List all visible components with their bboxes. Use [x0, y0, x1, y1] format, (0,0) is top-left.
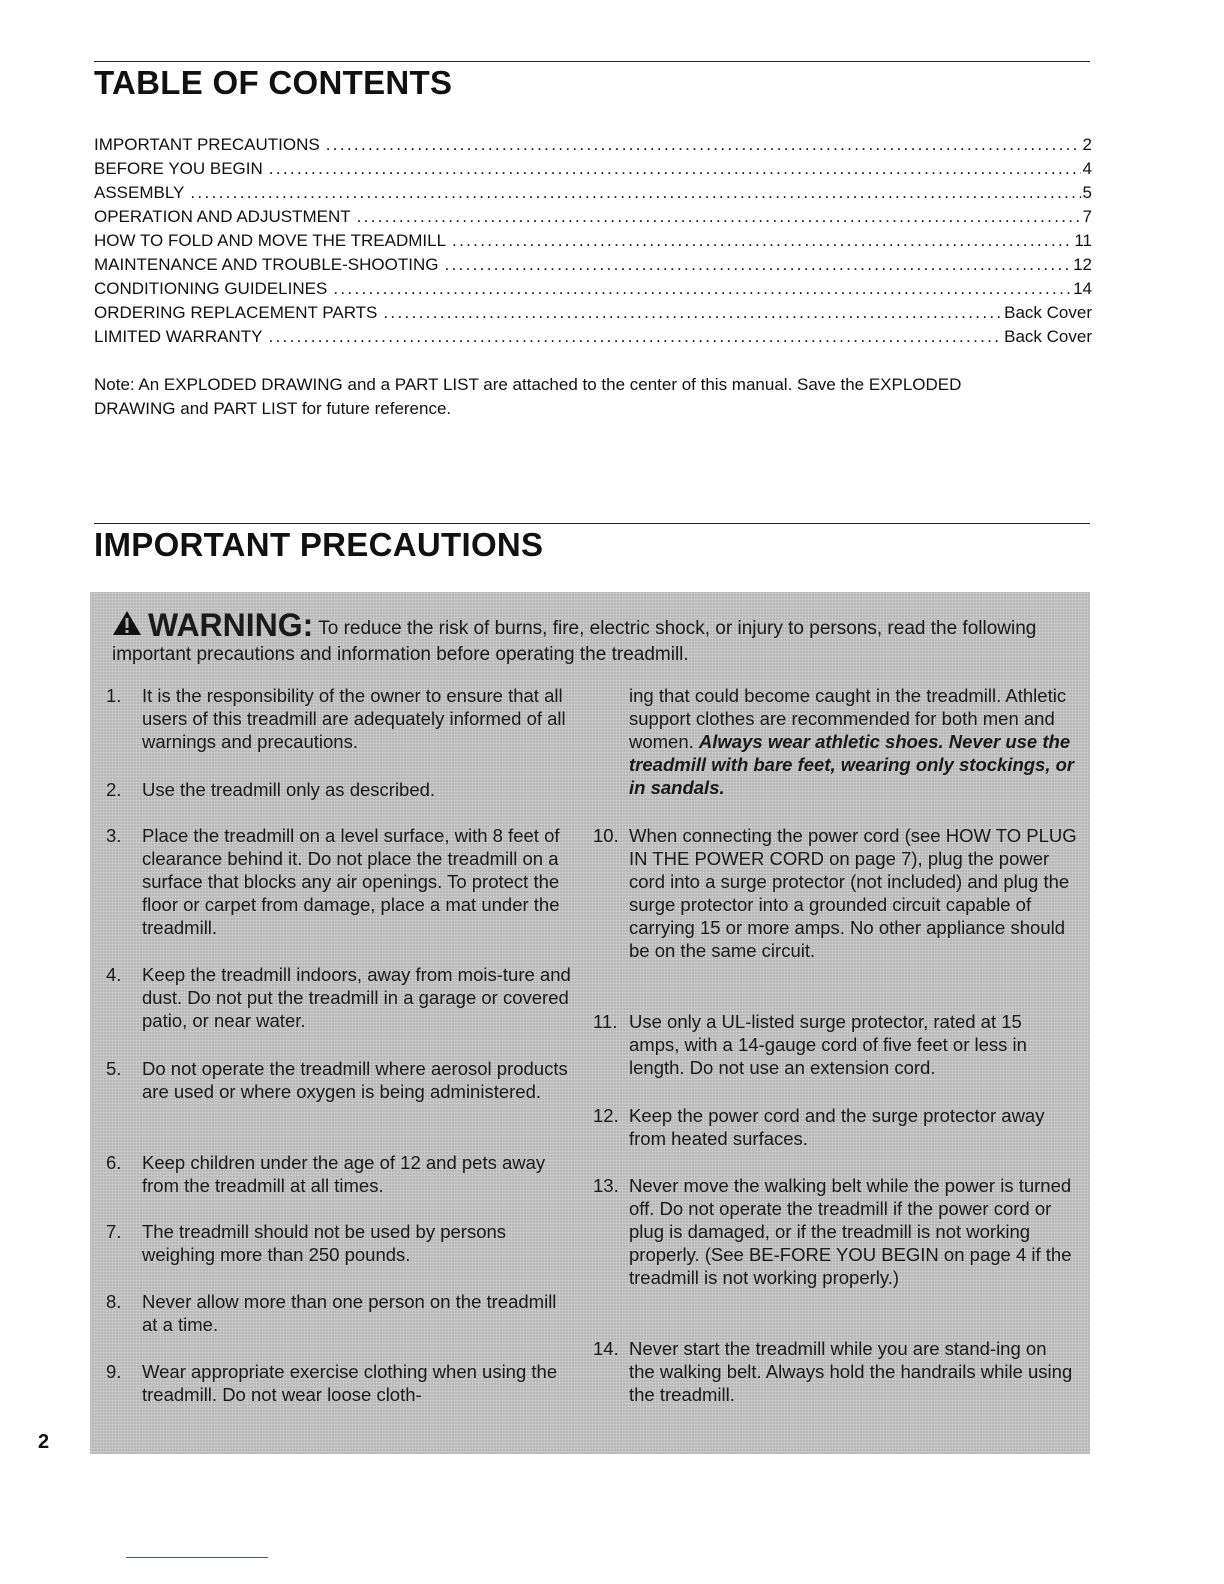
precaution-number: 3. — [106, 825, 122, 846]
precaution-text: Never allow more than one person on the treadmill at a time. — [142, 1291, 557, 1335]
toc-entry-page: 12 — [1073, 255, 1092, 274]
precaution-item — [106, 1220, 576, 1266]
toc-entry-label: ASSEMBLY — [94, 183, 185, 202]
toc-dot-leader — [444, 255, 1071, 275]
precaution-text: Use the treadmill only as described. — [142, 779, 436, 800]
precaution-item — [593, 1104, 1077, 1150]
precaution-item — [593, 824, 1077, 962]
precaution-text: Do not operate the treadmill where aerosol products are used or where oxygen is being administered. — [142, 1058, 568, 1102]
precaution-item — [106, 778, 576, 801]
toc-dot-leader — [357, 207, 1081, 227]
toc-entry-page: 2 — [1082, 135, 1092, 154]
precaution-text: Place the treadmill on a level surface, with 8 feet of clearance behind it. Do not place the treadmill on a surface that blocks any air openings. To protect the floor or carpet from damage, place a mat under the treadmill. — [142, 825, 560, 938]
toc-entry-page: 7 — [1082, 207, 1092, 226]
precaution-item-continued — [593, 684, 1077, 799]
toc-entry-label: HOW TO FOLD AND MOVE THE TREADMILL — [94, 231, 447, 250]
precaution-number: 4. — [106, 964, 122, 985]
toc-entry-page: 4 — [1082, 159, 1092, 178]
toc-entry-label: IMPORTANT PRECAUTIONS — [94, 135, 320, 154]
precaution-number: 5. — [106, 1058, 122, 1079]
precaution-text: Use only a UL-listed surge protector, rated at 15 amps, with a 14-gauge cord of five feet or less in length. Do not use an extension cord. — [629, 1011, 1027, 1078]
warning-label: WARNING: — [148, 607, 314, 643]
precautions-top-rule — [94, 523, 1090, 524]
exploded-drawing-note: Note: An EXPLODED DRAWING and a PART LIST are attached to the center of this manual. Save the EXPLODED DRAWING and PART LIST for future reference. — [94, 375, 962, 418]
toc-entry[interactable] — [94, 279, 1092, 303]
toc-entry[interactable] — [94, 159, 1092, 183]
toc-dot-leader — [268, 327, 1002, 347]
toc-list — [94, 135, 1092, 351]
toc-entry[interactable] — [94, 327, 1092, 351]
precaution-number: 11. — [593, 1011, 618, 1032]
toc-entry[interactable] — [94, 183, 1092, 207]
toc-dot-leader — [333, 279, 1071, 299]
precaution-text: Keep children under the age of 12 and pets away from the treadmill at all times. — [142, 1152, 546, 1196]
precaution-item — [106, 963, 576, 1032]
precaution-text: Keep the treadmill indoors, away from mois-ture and dust. Do not put the treadmill in a garage or covered patio, or near water. — [142, 964, 571, 1031]
toc-entry-label: ORDERING REPLACEMENT PARTS — [94, 303, 378, 322]
toc-entry-label: MAINTENANCE AND TROUBLE-SHOOTING — [94, 255, 439, 274]
toc-entry[interactable] — [94, 255, 1092, 279]
toc-entry-label: OPERATION AND ADJUSTMENT — [94, 207, 351, 226]
precaution-text: The treadmill should not be used by persons weighing more than 250 pounds. — [142, 1221, 507, 1265]
precaution-number: 12. — [593, 1105, 619, 1126]
precaution-number: 7. — [106, 1221, 122, 1242]
precaution-number: 14. — [593, 1338, 619, 1359]
toc-dot-leader — [452, 231, 1072, 251]
precaution-item — [106, 684, 576, 753]
toc-dot-leader — [326, 135, 1081, 155]
precaution-text — [629, 684, 1077, 799]
toc-top-rule — [94, 61, 1090, 62]
precaution-text: Keep the power cord and the surge protector away from heated surfaces. — [629, 1105, 1045, 1149]
precaution-number: 9. — [106, 1361, 122, 1382]
precaution-item — [106, 1151, 576, 1197]
precautions-title: IMPORTANT PRECAUTIONS — [94, 526, 544, 563]
precaution-number: 10. — [593, 825, 619, 846]
toc-entry-page: 5 — [1082, 183, 1092, 202]
toc-entry[interactable] — [94, 135, 1092, 159]
toc-entry-label: BEFORE YOU BEGIN — [94, 159, 263, 178]
toc-entry-label: CONDITIONING GUIDELINES — [94, 279, 328, 298]
toc-dot-leader — [190, 183, 1080, 203]
precaution-text: Never move the walking belt while the power is turned off. Do not operate the treadmill if the power cord or plug is damaged, or if the treadmill is not working properly. (See BE-FORE YOU BEGIN on page 4 if the treadmill is not working properly.) — [629, 1175, 1072, 1288]
toc-entry-label: LIMITED WARRANTY — [94, 327, 263, 346]
precaution-number: 6. — [106, 1152, 122, 1173]
precaution-number: 13. — [593, 1175, 619, 1196]
precaution-item — [593, 1010, 1077, 1079]
precaution-item — [106, 824, 576, 939]
toc-entry-page: 14 — [1073, 279, 1092, 298]
toc-dot-leader — [383, 303, 1002, 323]
precaution-item — [106, 1057, 576, 1103]
footer-line — [126, 1557, 268, 1558]
precaution-number: 2. — [106, 779, 122, 800]
toc-entry[interactable] — [94, 207, 1092, 231]
precaution-item — [593, 1174, 1077, 1289]
precaution-text: When connecting the power cord (see HOW TO PLUG IN THE POWER CORD on page 7), plug the power cord into a surge protector (not included) and plug the surge protector into a grounded circuit capable of carrying 15 or more amps. No other appliance should be on the same circuit. — [629, 825, 1077, 961]
toc-entry-page: Back Cover — [1004, 303, 1092, 322]
precaution-item — [106, 1360, 576, 1406]
precaution-text-plain: ing that could become caught in the treadmill. Athletic support clothes are recommended for both men and women. — [629, 685, 1067, 752]
toc-entry[interactable] — [94, 231, 1092, 255]
warning-intro — [112, 607, 1076, 667]
toc-title: TABLE OF CONTENTS — [94, 64, 453, 101]
page-number: 2 — [38, 1431, 50, 1453]
toc-entry[interactable] — [94, 303, 1092, 327]
precaution-text-emphasis: Always wear athletic shoes. Never use the treadmill with bare feet, wearing only stockings, or in sandals. — [629, 731, 1075, 798]
precaution-text: It is the responsibility of the owner to ensure that all users of this treadmill are adequately informed of all warnings and precautions. — [142, 685, 566, 752]
precaution-text: Never start the treadmill while you are stand-ing on the walking belt. Always hold the handrails while using the treadmill. — [629, 1338, 1073, 1405]
precaution-number: 8. — [106, 1291, 122, 1312]
toc-entry-page: 11 — [1074, 231, 1092, 250]
toc-entry-page: Back Cover — [1004, 327, 1092, 346]
warning-box — [90, 592, 1090, 1454]
precaution-text: Wear appropriate exercise clothing when using the treadmill. Do not wear loose cloth- — [142, 1361, 558, 1405]
warning-text: To reduce the risk of burns, fire, electric shock, or injury to persons, read the following important precautions and information before operating the treadmill. — [112, 618, 1037, 665]
precaution-number: 1. — [106, 685, 122, 706]
toc-dot-leader — [269, 159, 1081, 179]
precaution-item — [106, 1290, 576, 1336]
precaution-item — [593, 1337, 1077, 1406]
warning-triangle-icon — [112, 610, 142, 643]
